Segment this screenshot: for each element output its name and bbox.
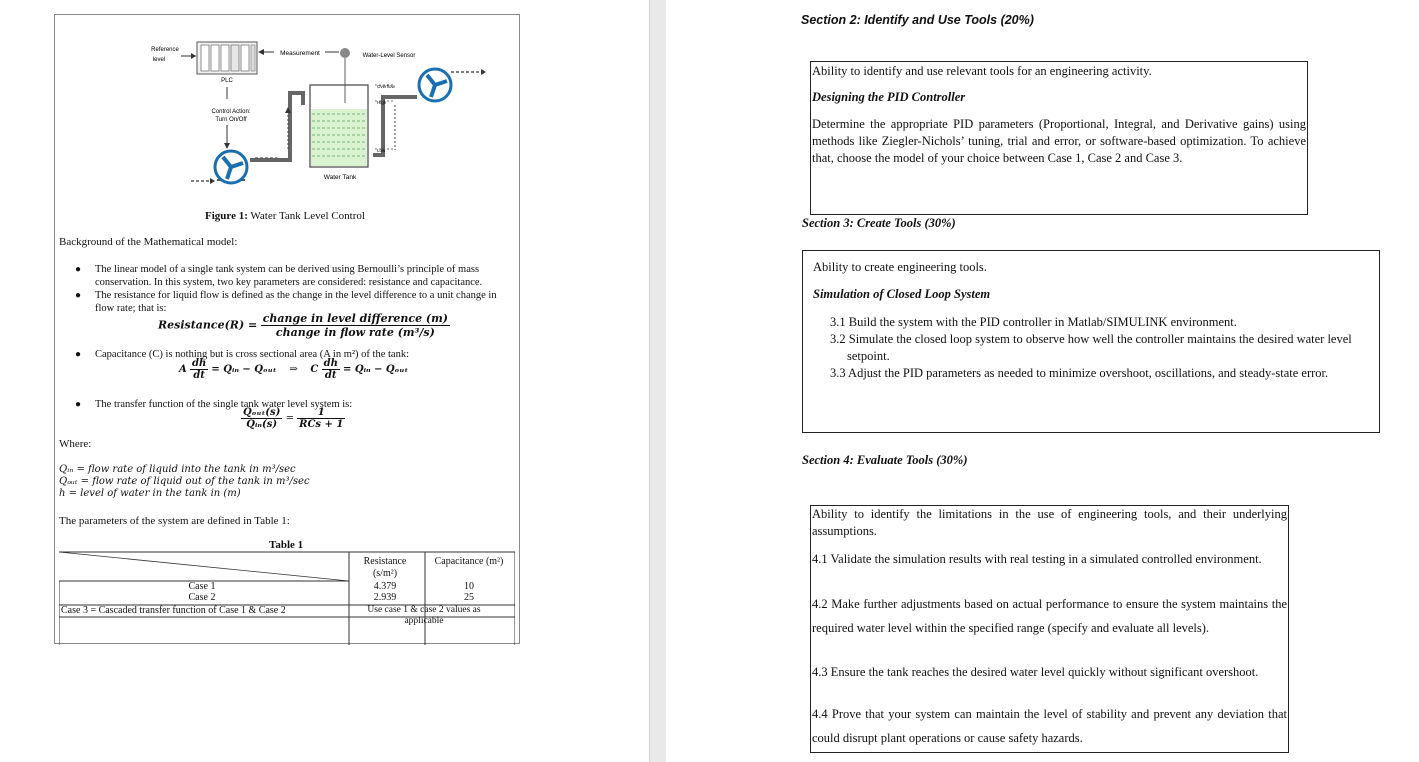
bullet-item: ● The linear model of a single tank system can be derived using Bernoulli’s principle of mass conservation. In this system, two key parameters are considered: resistance and capacitance. bbox=[75, 264, 483, 288]
left-page-pane bbox=[0, 0, 649, 762]
outlet-pump-icon bbox=[419, 69, 451, 101]
table-cell: 2.939 bbox=[373, 592, 397, 603]
params-intro: The parameters of the system are defined in Table 1: bbox=[59, 515, 290, 527]
list-item: 3.3 Adjust the PID parameters as needed to minimize overshoot, oscillations, and steady-state error. bbox=[830, 366, 1329, 380]
section-2-ability: Ability to identify and use relevant tools for an engineering activity. bbox=[812, 64, 1152, 78]
section-4-box bbox=[810, 505, 1289, 753]
svg-text:Reference: Reference bbox=[151, 47, 179, 53]
svg-text:Overflow: Overflow bbox=[377, 84, 395, 89]
figure-caption: Figure 1: Water Tank Level Control bbox=[205, 210, 365, 222]
section-3-ability: Ability to create engineering tools. bbox=[813, 260, 987, 274]
section-3-heading: Section 3: Create Tools (30%) bbox=[802, 216, 956, 230]
list-item: 4.1 Validate the simulation results with real testing in a simulated controlled environment. bbox=[812, 552, 1262, 566]
col-header-capacitance: Capacitance (m²) bbox=[434, 556, 504, 567]
svg-text:PLC: PLC bbox=[221, 78, 233, 84]
variable-definitions bbox=[59, 464, 310, 500]
svg-text:Control Action:: Control Action: bbox=[211, 109, 251, 115]
svg-text:Turn On/Off: Turn On/Off bbox=[215, 117, 247, 123]
bullet-list-top bbox=[55, 263, 510, 315]
resistance-equation: Resistance(R) = $\frac{\text{change in level difference (m)}}{\text{change in flow rate (m³/s)}}$ bbox=[158, 312, 448, 339]
definition-qout: Qₒᵤₜ = flow rate of liquid out of the tank in m³/sec bbox=[59, 476, 310, 487]
page-gutter bbox=[649, 0, 667, 762]
svg-text:level: level bbox=[152, 57, 166, 63]
bullet-item: ● The transfer function of the single tank water level system is: bbox=[75, 399, 353, 410]
definition-h: h = level of water in the tank in (m) bbox=[59, 488, 241, 499]
table-cell: 10 bbox=[464, 581, 474, 592]
table-cell: 4.379 bbox=[373, 581, 397, 592]
section-2-subtitle: Designing the PID Controller bbox=[812, 90, 966, 104]
bullet-item: ● The resistance for liquid flow is defined as the change in the level difference to a unit change in flow rate; that is: bbox=[75, 290, 497, 314]
section-4-ability: Ability to identify the limitations in the use of engineering tools, and their underlying assumptions. bbox=[812, 507, 1287, 538]
table-cell: 25 bbox=[464, 592, 474, 603]
list-item: 3.1 Build the system with the PID controller in Matlab/SIMULINK environment. bbox=[830, 315, 1237, 329]
table-row: Case 3 = Cascaded transfer function of Case 1 & Case 2 bbox=[61, 605, 286, 616]
svg-text:Water-Level Sensor: Water-Level Sensor bbox=[362, 53, 416, 59]
list-item: 3.2 Simulate the closed loop system to observe how well the controller maintains the desired water level setpoint. bbox=[830, 332, 1352, 363]
section-3-box bbox=[802, 250, 1380, 433]
section-2-box bbox=[810, 61, 1308, 215]
svg-text:Water Tank: Water Tank bbox=[323, 174, 357, 181]
section-2-heading: Section 2: Identify and Use Tools (20%) bbox=[801, 13, 1034, 27]
transfer-function-equation: $\frac{\text{Qₒᵤₜ(s)}}{\text{Qᵢₙ(s)}}$ = $\frac{1}{\text{RCs + 1}}$ bbox=[243, 407, 344, 430]
svg-text:High: High bbox=[377, 100, 387, 105]
section-4-heading: Section 4: Evaluate Tools (30%) bbox=[802, 453, 968, 467]
inlet-pump-icon bbox=[215, 151, 247, 183]
table-row: Case 2 bbox=[188, 592, 216, 603]
left-document-page bbox=[54, 14, 520, 644]
table-title: Table 1 bbox=[269, 539, 304, 551]
right-page-pane bbox=[666, 0, 1419, 762]
definition-qin: Qᵢₙ = flow rate of liquid into the tank in m³/sec bbox=[59, 464, 296, 475]
section-2-body: Determine the appropriate PID parameters (Proportional, Integral, and Derivative gains) using methods like Ziegler-Nichols’ tuning, trial and error, or software-based optimization. To achieve that, choose the model of your choice between Case 1, Case 2 and Case 3. bbox=[812, 117, 1306, 165]
background-heading: Background of the Mathematical model: bbox=[59, 236, 238, 248]
bullet-item: ● Capacitance (C) is nothing but is cross sectional area (A in m²) of the tank: bbox=[75, 349, 409, 360]
where-label: Where: bbox=[59, 438, 92, 450]
table-row: Case 1 bbox=[188, 581, 216, 592]
plc-rack-icon bbox=[197, 42, 257, 74]
svg-text:Low: Low bbox=[377, 148, 386, 153]
list-item: 4.4 Prove that your system can maintain the level of stability and prevent any deviation that could disrupt plant operations or cause safety hazards. bbox=[812, 707, 1287, 745]
list-item: 4.3 Ensure the tank reaches the desired water level quickly without significant overshoot. bbox=[812, 665, 1259, 679]
svg-text:Measurement: Measurement bbox=[280, 50, 320, 57]
section-3-subtitle: Simulation of Closed Loop System bbox=[813, 287, 991, 301]
col-header-resistance: Resistance (s/m²) bbox=[363, 556, 407, 579]
list-item: 4.2 Make further adjustments based on actual performance to ensure the system maintains the required water level within the specified range (specify and evaluate all levels). bbox=[812, 597, 1287, 635]
water-tank-diagram bbox=[55, 15, 521, 215]
capacitance-equation: A $\frac{dh}{dt}$ = Qᵢₙ − Qₒᵤₜ ⇒ C $\frac{dh}{dt}$ = Qᵢₙ − Qₒᵤₜ bbox=[179, 358, 409, 381]
table-cell: Use case 1 & case 2 values as applicable bbox=[367, 605, 481, 626]
